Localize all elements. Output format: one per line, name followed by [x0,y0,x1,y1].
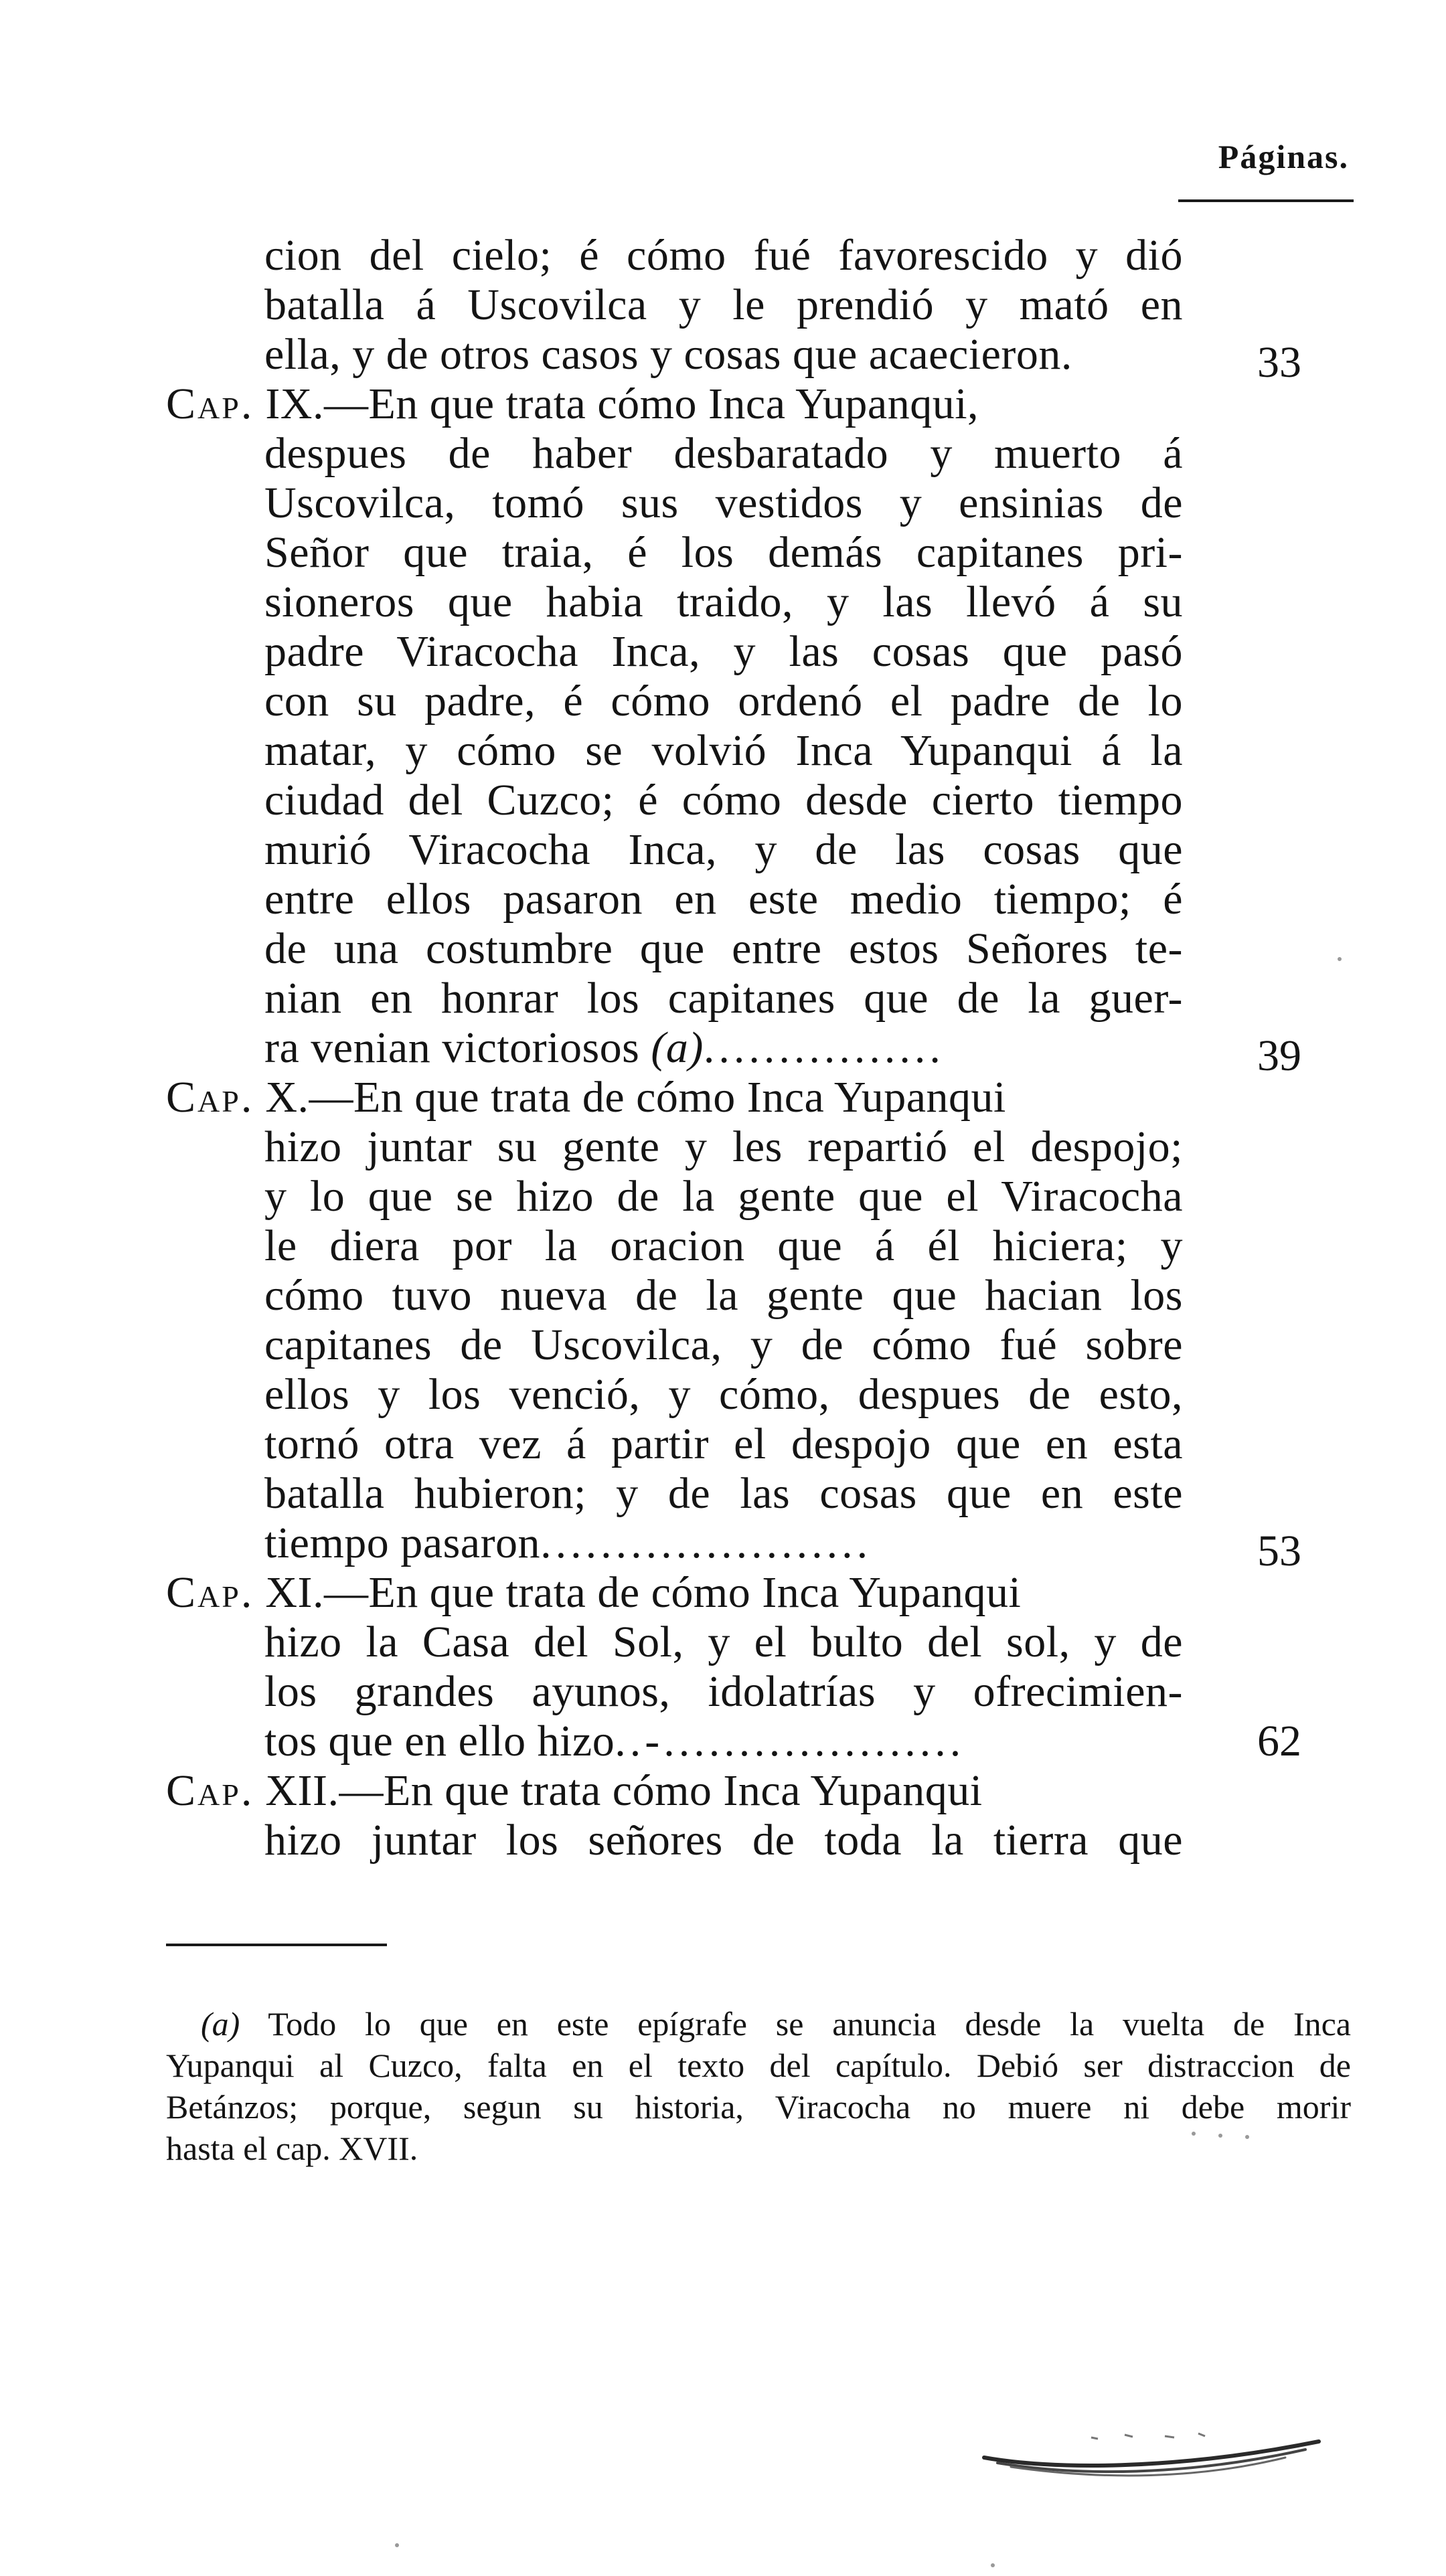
toc-line: X.—En que trata de cómo Inca Yupanqui [265,1073,1006,1122]
toc-entry-cap-xii [166,1766,983,1816]
toc-line-with-leader [264,1717,965,1766]
toc-line: matar, y cómo se volvió Inca Yupanqui á la [264,726,1183,775]
toc-line: capitanes de Uscovilca, y de cómo fué sobre [264,1320,1183,1369]
toc-line: tos que en ello hizo [264,1717,615,1766]
print-speck [1218,2134,1222,2138]
footnote-rule [166,1944,387,1946]
footnote-reference: (a) [651,1023,704,1072]
print-speck [1338,957,1342,961]
page-header-label: Páginas. [1218,138,1349,175]
toc-line: Señor que traia, é los demás capitanes pri- [264,528,1183,577]
toc-entry-cap-ix [166,379,979,429]
footnote-line: Betánzos; porque, segun su historia, Viracocha no muere ni debe morir [166,2088,1351,2126]
toc-line: ra venian victoriosos [264,1023,640,1072]
toc-line: y lo que se hizo de la gente que el Viracocha [264,1172,1183,1221]
toc-line: tiempo pasaron [264,1519,541,1567]
print-speck [991,2563,995,2567]
cap-label: Cap. [166,1766,254,1815]
footnote-marker: (a) [201,2005,240,2043]
toc-line: murió Viracocha Inca, y de las cosas que [264,825,1183,874]
toc-line: con su padre, é cómo ordenó el padre de lo [264,677,1183,725]
toc-line: nian en honrar los capitanes que de la guer- [264,974,1183,1023]
toc-line: IX.—En que trata cómo Inca Yupanqui, [265,379,979,428]
toc-line: XI.—En que trata de cómo Inca Yupanqui [265,1568,1022,1617]
toc-line: sioneros que habia traido, y las llevó á su [264,578,1183,626]
toc-line: hizo juntar su gente y les repartió el despojo; [264,1122,1183,1171]
footnote-line: hasta el cap. XVII. [166,2130,418,2167]
toc-line: le diera por la oracion que á él hiciera; y [264,1221,1183,1270]
toc-line: entre ellos pasaron en este medio tiempo; é [264,875,1183,924]
toc-line: padre Viracocha Inca, y las cosas que pasó [264,627,1183,676]
footnote-line: Yupanqui al Cuzco, falta en el texto del capítulo. Debió ser distraccion de [166,2047,1351,2084]
dot-leader: ................ [703,1023,945,1072]
dot-leader: ...................... [540,1519,872,1567]
printer-ornament-icon [971,2423,1346,2483]
toc-line: cómo tuvo nueva de la gente que hacian los [264,1271,1183,1320]
toc-line: tornó otra vez á partir el despojo que en esta [264,1420,1183,1468]
footnote-text: Todo lo que en este epígrafe se anuncia desde la vuelta de Inca [268,2005,1351,2043]
print-speck [1192,2132,1196,2136]
toc-line: hizo juntar los señores de toda la tierra que [264,1816,1183,1865]
footnote-line [201,2003,1351,2045]
cap-label: Cap. [166,379,254,428]
toc-line: de una costumbre que entre estos Señores te- [264,924,1183,973]
toc-line: XII.—En que trata cómo Inca Yupanqui [265,1766,983,1815]
page-number: 62 [1257,1717,1301,1766]
toc-line: ella, y de otros casos y cosas que acaecieron. [264,330,1072,379]
page-number: 39 [1257,1031,1301,1080]
page-number: 53 [1257,1527,1301,1575]
toc-line: cion del cielo; é cómo fué favorescido y dió [264,231,1183,280]
toc-line-with-leader [264,1023,945,1073]
header-rule [1178,199,1354,202]
toc-line: despues de haber desbaratado y muerto á [264,429,1183,478]
print-speck [395,2543,399,2547]
toc-line: Uscovilca, tomó sus vestidos y ensinias de [264,479,1183,527]
toc-line: batalla á Uscovilca y le prendió y mató en [264,280,1183,329]
page-number: 33 [1257,338,1301,387]
toc-line: ciudad del Cuzco; é cómo desde cierto tiempo [264,776,1183,825]
toc-entry-cap-xi [166,1568,1021,1618]
cap-label: Cap. [166,1568,254,1617]
toc-line: los grandes ayunos, idolatrías y ofrecimien- [264,1667,1183,1716]
toc-line: hizo la Casa del Sol, y el bulto del sol, y de [264,1618,1183,1666]
print-speck [1245,2135,1249,2139]
cap-label: Cap. [166,1073,254,1122]
toc-line: ellos y los venció, y cómo, despues de esto, [264,1370,1183,1419]
toc-line: batalla hubieron; y de las cosas que en este [264,1469,1183,1518]
toc-entry-cap-x [166,1073,1006,1122]
dot-leader: ..-.................... [615,1717,965,1766]
toc-line-with-leader [264,1519,872,1568]
